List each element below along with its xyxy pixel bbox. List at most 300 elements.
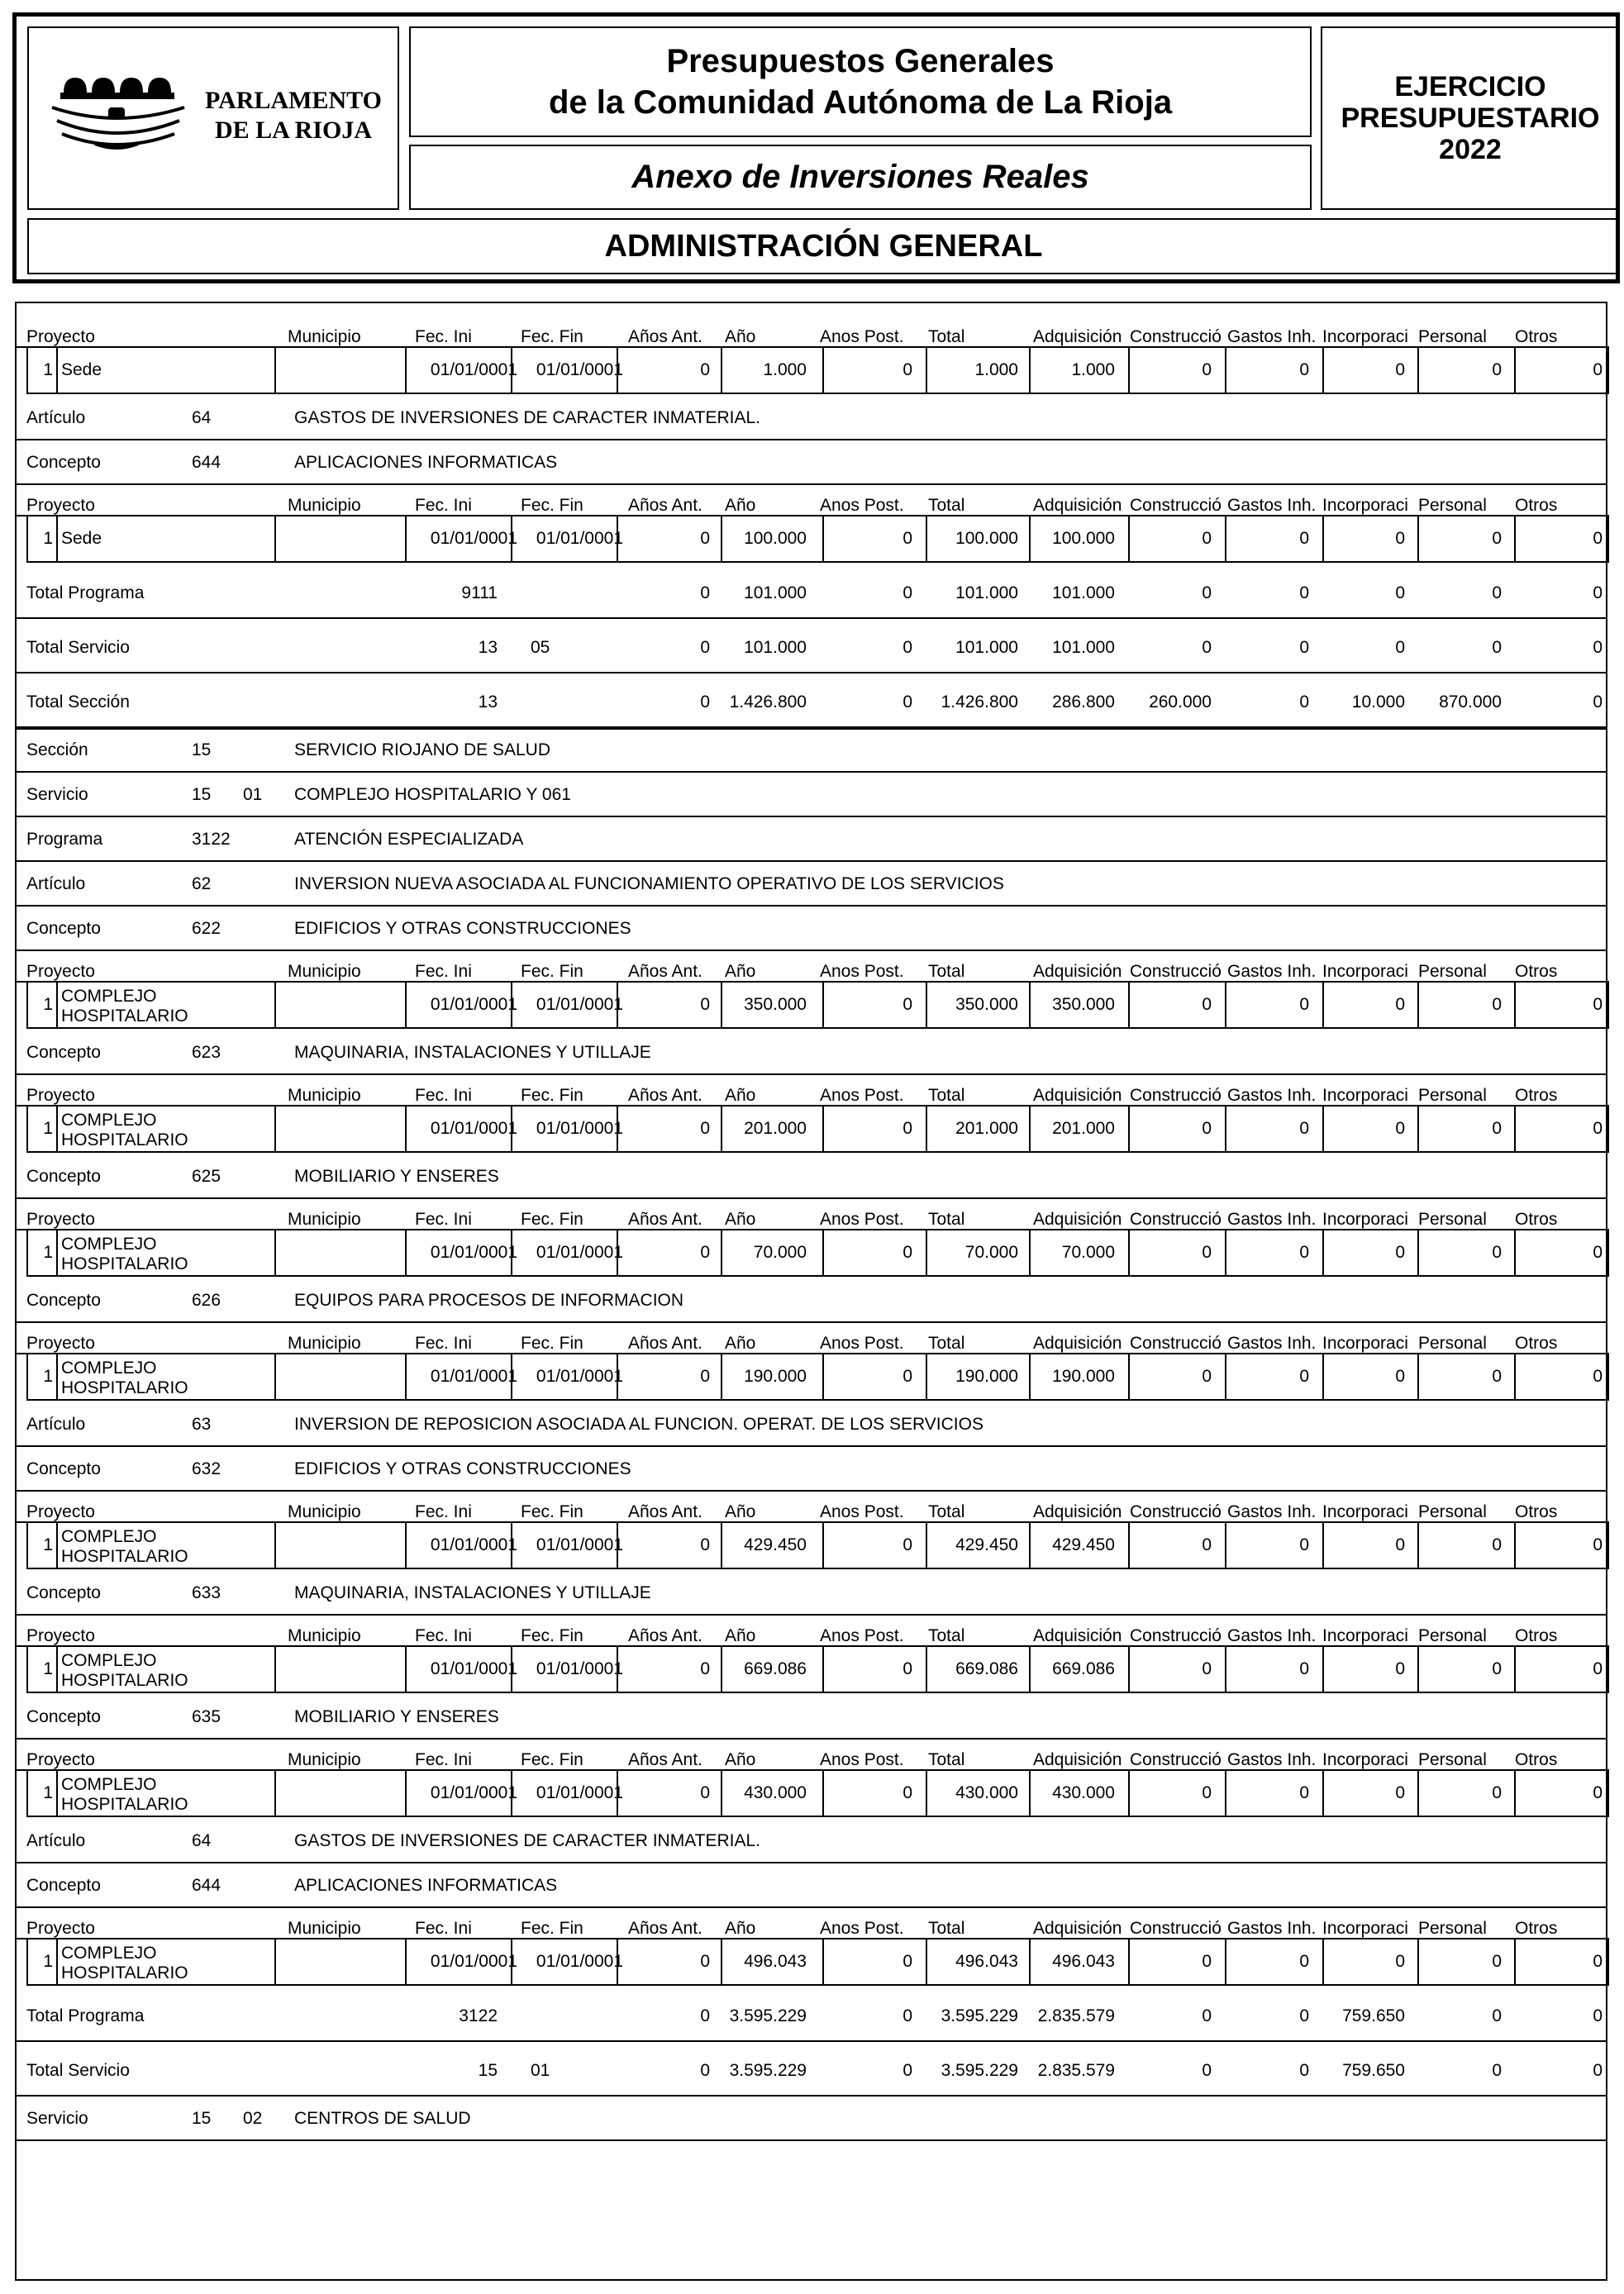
level-code: 63 (192, 1415, 212, 1434)
column-header: Proyecto (26, 1919, 95, 1938)
column-header: Proyecto (26, 496, 95, 515)
column-header: Anos Post. (820, 1210, 904, 1229)
total-ano: 3.595.229 (729, 2061, 807, 2080)
column-header: Incorporaci (1322, 963, 1408, 981)
value-adq: 350.000 (1052, 995, 1115, 1014)
column-header: Incorporaci (1322, 1087, 1408, 1105)
value-total: 70.000 (964, 1243, 1018, 1262)
value-con: 0 (1202, 1367, 1212, 1386)
value-gas: 0 (1299, 1243, 1309, 1262)
column-header: Año (725, 1919, 756, 1938)
column-header: Adquisición (1033, 1626, 1122, 1645)
level-code: 15 (192, 740, 212, 759)
total-gas: 0 (1299, 583, 1309, 602)
level-description: ATENCIÓN ESPECIALIZADA (294, 830, 524, 849)
title-line-2: de la Comunidad Autónoma de La Rioja (548, 84, 1173, 121)
total-ano: 1.426.800 (729, 692, 807, 712)
row-divider (17, 1197, 1606, 1199)
column-header: Gastos Inh. (1227, 1087, 1317, 1105)
project-number: 1 (43, 1783, 53, 1802)
level-description: MOBILIARIO Y ENSERES (294, 1167, 499, 1186)
row-divider (17, 1073, 1606, 1075)
value-inc: 0 (1395, 1952, 1405, 1971)
level-description: MOBILIARIO Y ENSERES (294, 1707, 499, 1726)
value-per: 0 (1492, 1659, 1502, 1678)
table-cell (274, 1645, 407, 1693)
project-name: HOSPITALARIO (61, 1007, 188, 1026)
value-post: 0 (902, 995, 912, 1014)
column-header: Año (725, 1086, 756, 1105)
column-header: Fec. Fin (521, 1626, 583, 1645)
total-adq: 286.800 (1052, 692, 1115, 712)
column-header: Fec. Fin (521, 496, 583, 515)
column-header: Anos Post. (820, 496, 904, 515)
total-gas: 0 (1299, 692, 1309, 712)
value-per: 0 (1492, 1783, 1502, 1802)
column-header: Año (725, 1626, 756, 1645)
column-header: Años Ant. (628, 1210, 702, 1229)
total-inc: 0 (1395, 638, 1405, 657)
total-per: 0 (1492, 2061, 1502, 2080)
value-inc: 0 (1395, 1783, 1405, 1802)
total-ano: 3.595.229 (729, 2006, 807, 2025)
start-date: 01/01/0001 (430, 1659, 517, 1678)
value-inc: 0 (1395, 1535, 1405, 1554)
row-divider (17, 2095, 1606, 2096)
start-date: 01/01/0001 (430, 1535, 517, 1554)
total-con: 0 (1202, 2006, 1212, 2025)
value-per: 0 (1492, 1367, 1502, 1386)
column-header: Otros (1515, 1750, 1558, 1769)
value-inc: 0 (1395, 529, 1405, 548)
value-ano: 429.450 (744, 1535, 807, 1554)
value-otr: 0 (1593, 1783, 1603, 1802)
year-line-3: 2022 (1439, 134, 1502, 165)
value-gas: 0 (1299, 1952, 1309, 1971)
level-code: 644 (192, 1876, 221, 1895)
total-inc: 759.650 (1342, 2061, 1405, 2080)
title-box (409, 26, 1312, 137)
value-per: 0 (1492, 1952, 1502, 1971)
level-description: MAQUINARIA, INSTALACIONES Y UTILLAJE (294, 1043, 651, 1062)
logo-line-2: DE LA RIOJA (214, 117, 373, 144)
table-cell (274, 346, 407, 394)
value-con: 0 (1202, 1659, 1212, 1678)
level-code: 626 (192, 1291, 221, 1310)
total-con: 0 (1202, 583, 1212, 602)
level-code: 15 (192, 2109, 212, 2128)
total-label: Total Sección (26, 692, 130, 712)
value-con: 0 (1202, 1243, 1212, 1262)
year-line-1: EJERCICIO (1394, 71, 1546, 102)
start-date: 01/01/0001 (430, 1783, 517, 1802)
column-header: Otros (1515, 962, 1558, 981)
project-number: 1 (43, 1367, 53, 1386)
column-header: Municipio (288, 496, 361, 515)
column-header: Otros (1515, 1502, 1558, 1521)
column-header: Años Ant. (628, 1086, 702, 1105)
value-post: 0 (902, 1119, 912, 1138)
column-header: Otros (1515, 1626, 1558, 1645)
project-number: 1 (43, 1535, 53, 1554)
column-header: Fec. Fin (521, 1086, 583, 1105)
total-ant: 0 (700, 2006, 710, 2025)
total-con: 0 (1202, 638, 1212, 657)
value-post: 0 (902, 1952, 912, 1971)
column-header: Municipio (288, 1750, 361, 1769)
column-header: Construcció (1130, 497, 1222, 515)
level-label: Artículo (26, 1831, 86, 1850)
value-post: 0 (902, 529, 912, 548)
value-otr: 0 (1593, 1367, 1603, 1386)
column-header: Fec. Ini (415, 1334, 472, 1353)
level-label: Concepto (26, 1291, 101, 1310)
column-header: Fec. Fin (521, 1750, 583, 1769)
column-header: Total (928, 1626, 965, 1645)
value-post: 0 (902, 360, 912, 379)
level-label: Sección (26, 740, 88, 759)
level-description: MAQUINARIA, INSTALACIONES Y UTILLAJE (294, 1583, 651, 1602)
total-code: 15 (478, 2061, 498, 2080)
level-label: Concepto (26, 1707, 101, 1726)
row-divider (17, 2040, 1606, 2042)
column-header: Incorporaci (1322, 1920, 1408, 1938)
column-header: Proyecto (26, 962, 95, 981)
value-ano: 190.000 (744, 1367, 807, 1386)
column-header: Personal (1418, 1210, 1487, 1229)
total-label: Total Programa (26, 583, 145, 602)
total-adq: 2.835.579 (1037, 2061, 1115, 2080)
value-con: 0 (1202, 529, 1212, 548)
column-header: Personal (1418, 962, 1487, 981)
value-ant: 0 (700, 360, 710, 379)
table-cell (274, 1769, 407, 1817)
column-header: Total (928, 1750, 965, 1769)
column-header: Anos Post. (820, 962, 904, 981)
total-total: 101.000 (955, 583, 1018, 602)
value-ano: 496.043 (744, 1952, 807, 1971)
level-description: EDIFICIOS Y OTRAS CONSTRUCCIONES (294, 1459, 631, 1478)
column-header: Construcció (1130, 1920, 1222, 1938)
project-name: COMPLEJO (61, 1527, 157, 1546)
value-total: 430.000 (955, 1783, 1018, 1802)
column-header: Gastos Inh. (1227, 497, 1317, 515)
column-header: Proyecto (26, 1086, 95, 1105)
column-header: Adquisición (1033, 1086, 1122, 1105)
column-header: Incorporaci (1322, 497, 1408, 515)
column-header: Anos Post. (820, 1086, 904, 1105)
total-otr: 0 (1593, 2006, 1603, 2025)
value-ano: 1.000 (763, 360, 807, 379)
column-header: Años Ant. (628, 1502, 702, 1521)
total-con: 260.000 (1149, 692, 1212, 712)
column-header: Adquisición (1033, 1334, 1122, 1353)
level-description: APLICACIONES INFORMATICAS (294, 453, 558, 472)
level-label: Concepto (26, 1043, 101, 1062)
level-code: 3122 (192, 830, 231, 849)
project-name: HOSPITALARIO (61, 1254, 188, 1273)
level-description: CENTROS DE SALUD (294, 2109, 471, 2128)
level-code: 644 (192, 453, 221, 472)
column-header: Construcció (1130, 1503, 1222, 1521)
column-header: Fec. Ini (415, 1210, 472, 1229)
total-post: 0 (902, 692, 912, 712)
investment-table (15, 302, 1607, 2281)
total-per: 0 (1492, 2006, 1502, 2025)
level-label: Artículo (26, 408, 86, 427)
total-ano: 101.000 (744, 583, 807, 602)
column-header: Municipio (288, 1502, 361, 1521)
level-label: Concepto (26, 453, 101, 472)
value-con: 0 (1202, 360, 1212, 379)
subtitle: Anexo de Inversiones Reales (631, 159, 1089, 195)
value-adq: 100.000 (1052, 529, 1115, 548)
value-total: 429.450 (955, 1535, 1018, 1554)
table-cell (274, 1938, 407, 1986)
value-gas: 0 (1299, 1367, 1309, 1386)
value-total: 100.000 (955, 529, 1018, 548)
total-total: 3.595.229 (941, 2061, 1018, 2080)
table-cell (274, 1521, 407, 1569)
column-header: Fec. Ini (415, 1626, 472, 1645)
column-header: Total (928, 1334, 965, 1353)
column-header: Fec. Fin (521, 1210, 583, 1229)
column-header: Personal (1418, 1334, 1487, 1353)
column-header: Municipio (288, 962, 361, 981)
section-title: ADMINISTRACIÓN GENERAL (604, 228, 1043, 264)
column-header: Adquisición (1033, 962, 1122, 981)
column-header: Fec. Ini (415, 1750, 472, 1769)
row-divider (17, 816, 1606, 817)
level-code: 625 (192, 1167, 221, 1186)
column-header: Anos Post. (820, 1626, 904, 1645)
total-per: 0 (1492, 638, 1502, 657)
total-gas: 0 (1299, 638, 1309, 657)
section-title-box (27, 218, 1620, 274)
column-header: Municipio (288, 1334, 361, 1353)
value-adq: 496.043 (1052, 1952, 1115, 1971)
column-header: Gastos Inh. (1227, 1503, 1317, 1521)
value-adq: 430.000 (1052, 1783, 1115, 1802)
column-header: Otros (1515, 1334, 1558, 1353)
start-date: 01/01/0001 (430, 1243, 517, 1262)
value-inc: 0 (1395, 1243, 1405, 1262)
row-divider (17, 1906, 1606, 1908)
column-header: Personal (1418, 327, 1487, 346)
level-code: 632 (192, 1459, 221, 1478)
column-header: Gastos Inh. (1227, 1920, 1317, 1938)
column-header: Otros (1515, 1210, 1558, 1229)
total-otr: 0 (1593, 692, 1603, 712)
column-header: Proyecto (26, 1210, 95, 1229)
column-header: Anos Post. (820, 1919, 904, 1938)
column-header: Proyecto (26, 1502, 95, 1521)
row-divider (17, 905, 1606, 907)
column-header: Incorporaci (1322, 1335, 1408, 1353)
row-divider (17, 1490, 1606, 1492)
table-cell (274, 515, 407, 563)
column-header: Proyecto (26, 1334, 95, 1353)
total-ano: 101.000 (744, 638, 807, 657)
column-header: Adquisición (1033, 1502, 1122, 1521)
column-header: Personal (1418, 1626, 1487, 1645)
value-otr: 0 (1593, 360, 1603, 379)
project-name: COMPLEJO (61, 1235, 157, 1254)
level-code: 62 (192, 874, 212, 893)
table-cell (274, 1229, 407, 1277)
level-description: SERVICIO RIOJANO DE SALUD (294, 740, 551, 759)
value-inc: 0 (1395, 995, 1405, 1014)
level-description: INVERSION DE REPOSICION ASOCIADA AL FUNCION. OPERAT. DE LOS SERVICIOS (294, 1415, 983, 1434)
value-total: 1.000 (974, 360, 1018, 379)
value-ant: 0 (700, 529, 710, 548)
level-code: 622 (192, 919, 221, 938)
column-header: Personal (1418, 1502, 1487, 1521)
total-inc: 759.650 (1342, 2006, 1405, 2025)
project-name: HOSPITALARIO (61, 1963, 188, 1982)
row-divider (17, 672, 1606, 673)
column-header: Fec. Ini (415, 1502, 472, 1521)
column-header: Gastos Inh. (1227, 963, 1317, 981)
end-date: 01/01/0001 (536, 1783, 623, 1802)
value-adq: 1.000 (1071, 360, 1115, 379)
project-name: COMPLEJO (61, 987, 157, 1006)
row-divider (17, 771, 1606, 773)
column-header: Municipio (288, 1210, 361, 1229)
row-divider (17, 860, 1606, 862)
end-date: 01/01/0001 (536, 1535, 623, 1554)
value-ano: 201.000 (744, 1119, 807, 1138)
end-date: 01/01/0001 (536, 1119, 623, 1138)
row-divider (17, 1738, 1606, 1740)
column-header: Año (725, 962, 756, 981)
total-label: Total Servicio (26, 2061, 130, 2080)
end-date: 01/01/0001 (536, 995, 623, 1014)
value-post: 0 (902, 1367, 912, 1386)
project-number: 1 (43, 529, 53, 548)
level-description: APLICACIONES INFORMATICAS (294, 1876, 558, 1895)
column-header: Personal (1418, 496, 1487, 515)
column-header: Incorporaci (1322, 1503, 1408, 1521)
column-header: Adquisición (1033, 327, 1122, 346)
column-header: Incorporaci (1322, 328, 1408, 346)
level-code: 64 (192, 408, 212, 427)
column-header: Otros (1515, 1919, 1558, 1938)
total-con: 0 (1202, 2061, 1212, 2080)
column-header: Municipio (288, 1086, 361, 1105)
column-header: Total (928, 1919, 965, 1938)
column-header: Fec. Ini (415, 496, 472, 515)
level-description: EDIFICIOS Y OTRAS CONSTRUCCIONES (294, 919, 631, 938)
value-ant: 0 (700, 995, 710, 1014)
row-divider (17, 483, 1606, 485)
value-ano: 70.000 (753, 1243, 807, 1262)
value-con: 0 (1202, 1952, 1212, 1971)
project-name: HOSPITALARIO (61, 1795, 188, 1814)
value-post: 0 (902, 1243, 912, 1262)
parliament-logo-box (27, 26, 399, 210)
value-con: 0 (1202, 1783, 1212, 1802)
column-header: Fec. Fin (521, 327, 583, 346)
total-subcode: 01 (531, 2061, 550, 2080)
value-per: 0 (1492, 529, 1502, 548)
value-post: 0 (902, 1535, 912, 1554)
level-description: EQUIPOS PARA PROCESOS DE INFORMACION (294, 1291, 684, 1310)
total-ant: 0 (700, 2061, 710, 2080)
column-header: Construcció (1130, 1627, 1222, 1645)
column-header: Fec. Fin (521, 962, 583, 981)
column-header: Año (725, 496, 756, 515)
column-header: Fec. Ini (415, 1086, 472, 1105)
table-cell (274, 981, 407, 1029)
column-header: Años Ant. (628, 496, 702, 515)
level-label: Artículo (26, 874, 86, 893)
value-gas: 0 (1299, 1659, 1309, 1678)
year-line-2: PRESUPUESTARIO (1341, 102, 1600, 134)
value-gas: 0 (1299, 1535, 1309, 1554)
project-number: 1 (43, 360, 53, 379)
level-description: INVERSION NUEVA ASOCIADA AL FUNCIONAMIENTO OPERATIVO DE LOS SERVICIOS (294, 874, 1004, 893)
value-per: 0 (1492, 995, 1502, 1014)
column-header: Adquisición (1033, 1919, 1122, 1938)
project-number: 1 (43, 1659, 53, 1678)
level-code: 64 (192, 1831, 212, 1850)
column-header: Construcció (1130, 328, 1222, 346)
value-inc: 0 (1395, 360, 1405, 379)
column-header: Anos Post. (820, 1750, 904, 1769)
total-ant: 0 (700, 638, 710, 657)
total-inc: 10.000 (1351, 692, 1405, 712)
total-inc: 0 (1395, 583, 1405, 602)
column-header: Personal (1418, 1919, 1487, 1938)
value-inc: 0 (1395, 1119, 1405, 1138)
column-header: Año (725, 327, 756, 346)
column-header: Gastos Inh. (1227, 1211, 1317, 1229)
total-gas: 0 (1299, 2061, 1309, 2080)
total-code: 3122 (459, 2006, 498, 2025)
row-divider (17, 1321, 1606, 1323)
value-gas: 0 (1299, 529, 1309, 548)
value-ant: 0 (700, 1119, 710, 1138)
column-header: Año (725, 1334, 756, 1353)
value-ant: 0 (700, 1243, 710, 1262)
total-adq: 101.000 (1052, 583, 1115, 602)
value-otr: 0 (1593, 1119, 1603, 1138)
total-post: 0 (902, 583, 912, 602)
start-date: 01/01/0001 (430, 529, 517, 548)
column-header: Total (928, 1502, 965, 1521)
project-name: HOSPITALARIO (61, 1671, 188, 1690)
level-label: Concepto (26, 919, 101, 938)
project-name: Sede (61, 360, 102, 379)
column-header: Total (928, 327, 965, 346)
project-name: Sede (61, 529, 102, 548)
column-header: Años Ant. (628, 1626, 702, 1645)
value-per: 0 (1492, 360, 1502, 379)
column-header: Año (725, 1750, 756, 1769)
project-name: HOSPITALARIO (61, 1547, 188, 1566)
column-header: Proyecto (26, 327, 95, 346)
value-total: 190.000 (955, 1367, 1018, 1386)
column-header: Municipio (288, 1626, 361, 1645)
project-name: COMPLEJO (61, 1651, 157, 1670)
value-ano: 430.000 (744, 1783, 807, 1802)
level-code: 15 (192, 785, 212, 804)
value-adq: 70.000 (1061, 1243, 1115, 1262)
start-date: 01/01/0001 (430, 360, 517, 379)
value-otr: 0 (1593, 529, 1603, 548)
value-ano: 669.086 (744, 1659, 807, 1678)
